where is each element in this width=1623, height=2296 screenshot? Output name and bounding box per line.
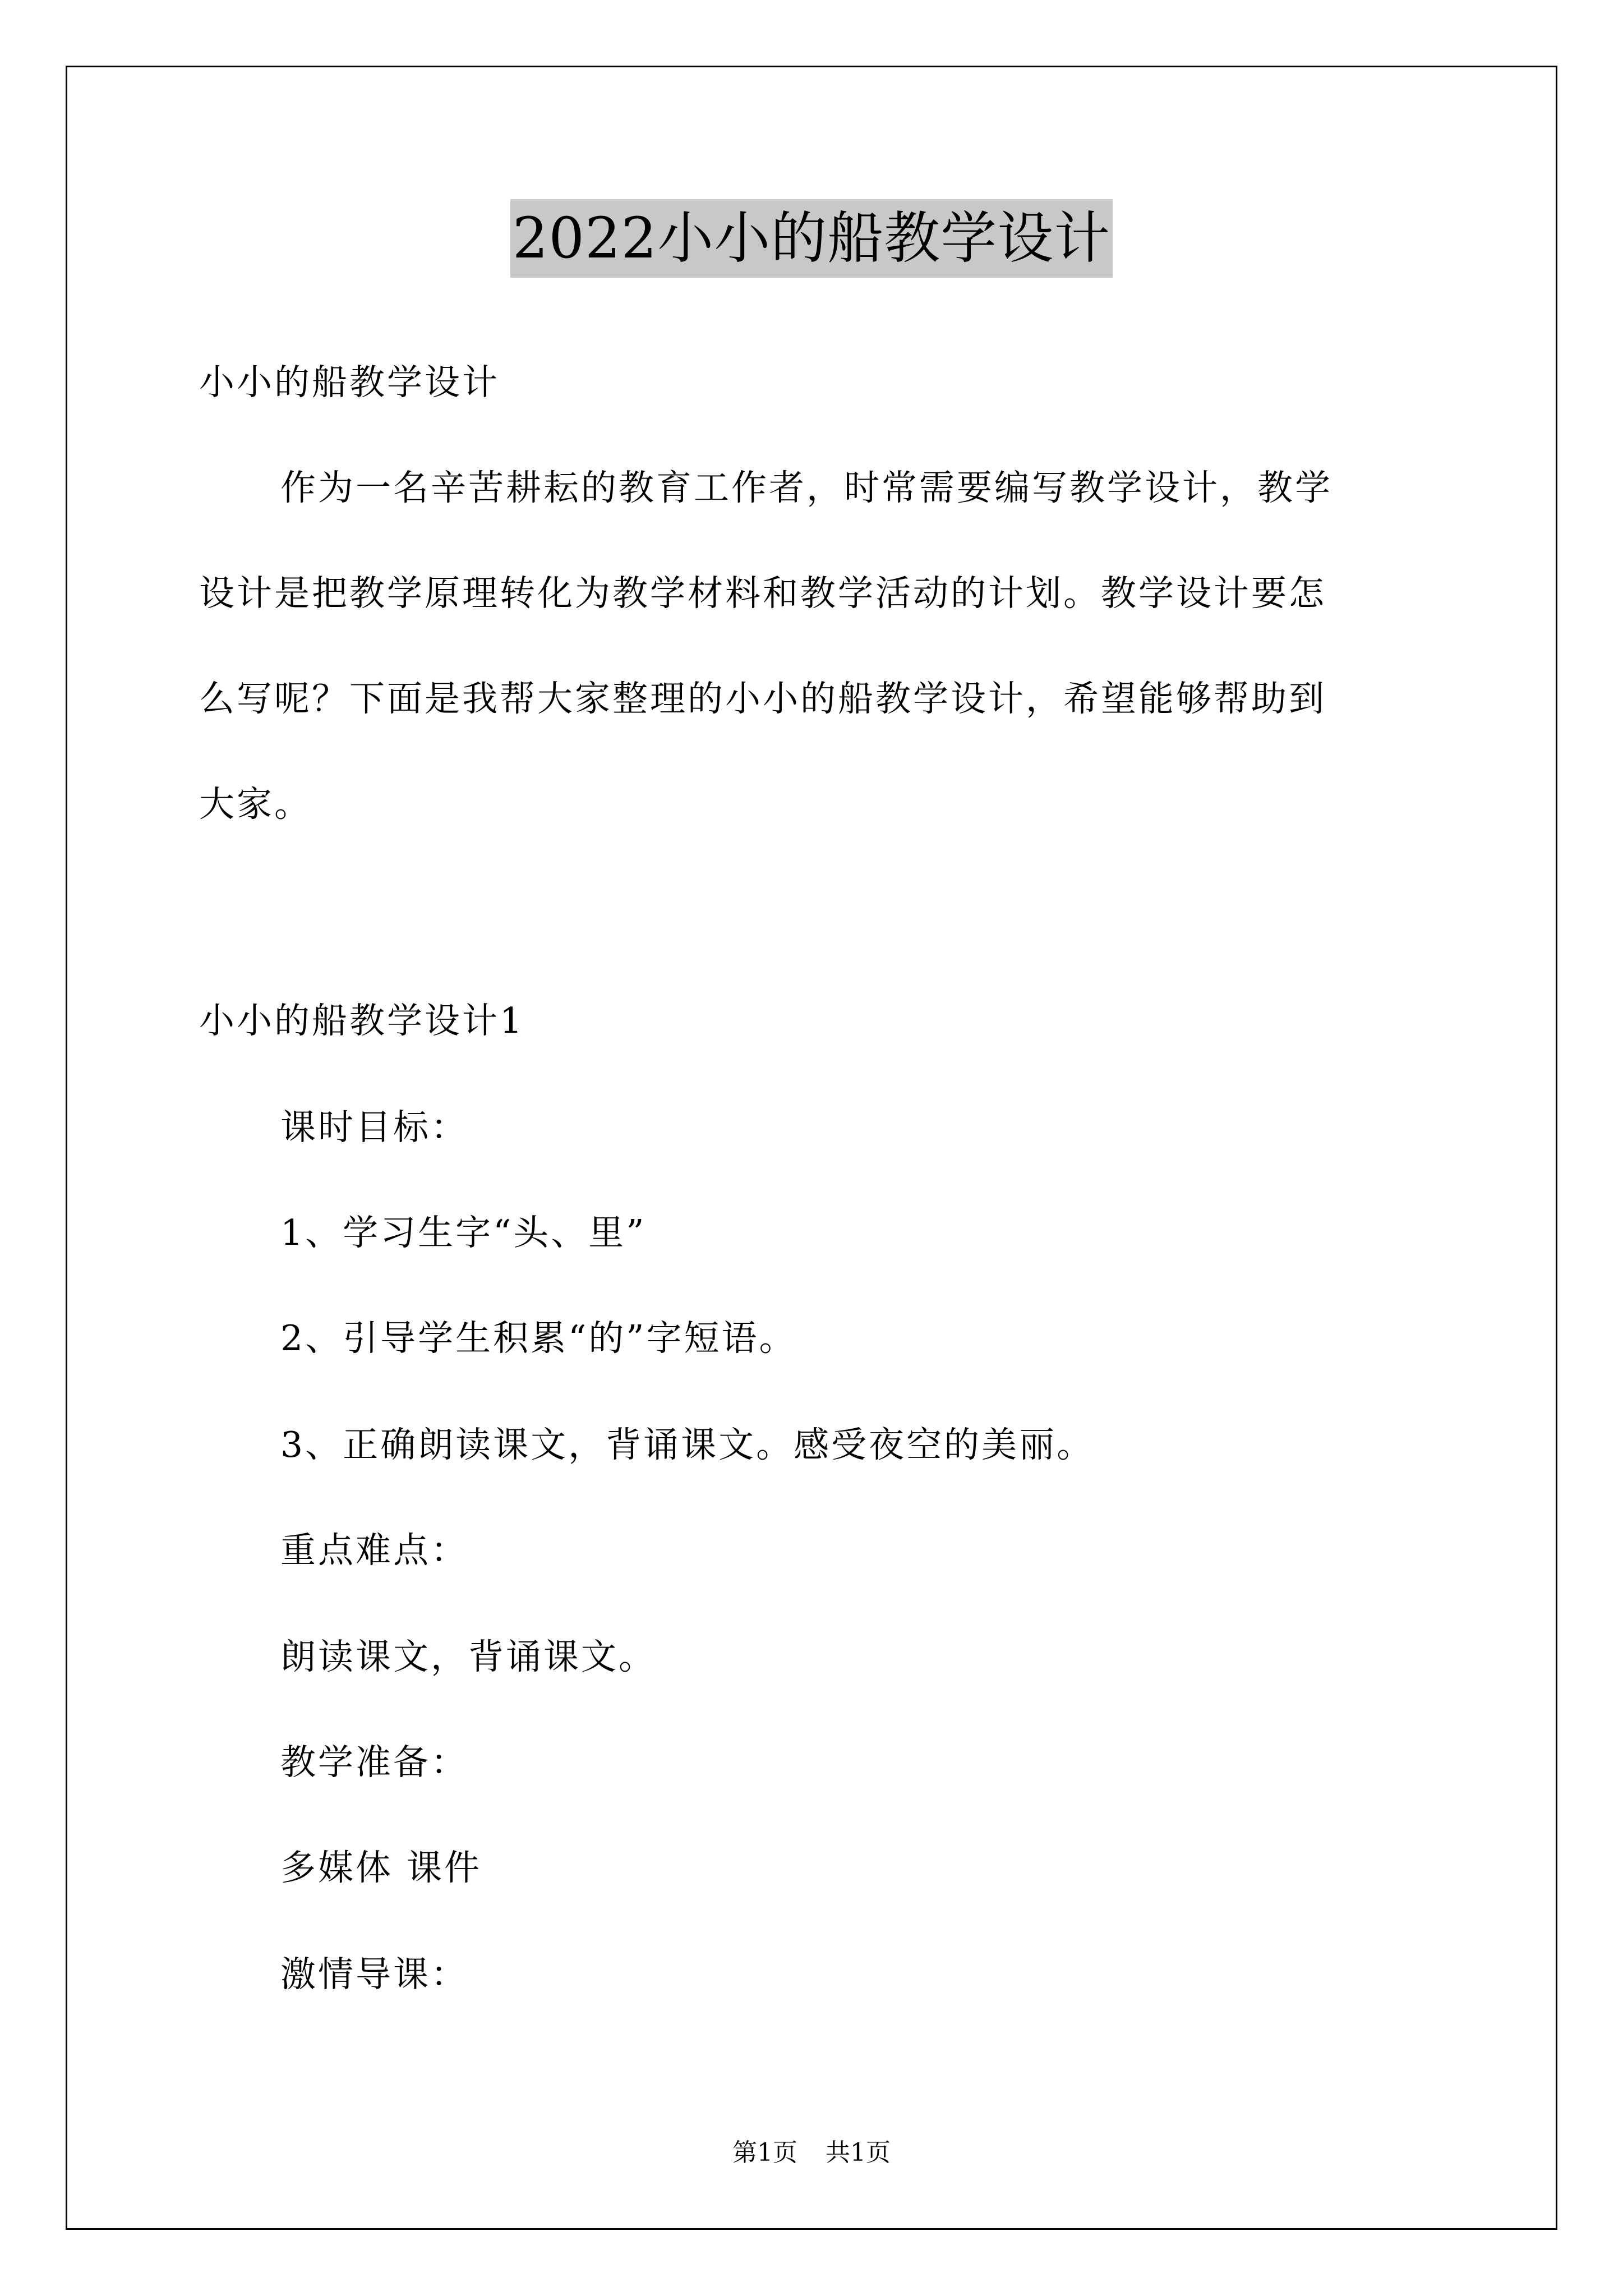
- list-item: 1、学习生字“头、里”: [280, 1212, 647, 1253]
- list-item: 教学准备：: [280, 1742, 468, 1783]
- list-item: 3、正确朗读课文，背诵课文。感受夜空的美丽。: [280, 1424, 1095, 1465]
- page-total: 共1页: [826, 2138, 891, 2167]
- intro-line-2: 设计是把教学原理转化为教学材料和教学活动的计划。教学设计要怎: [199, 573, 1326, 614]
- section-heading: 小小的船教学设计1: [199, 1000, 525, 1041]
- intro-line-4: 大家。: [199, 784, 312, 825]
- title-container: [0, 199, 1623, 278]
- list-item: 朗读课文，背诵课文。: [280, 1636, 656, 1677]
- list-item: 激情导课：: [280, 1954, 468, 1995]
- list-item: 重点难点：: [280, 1530, 468, 1571]
- page-footer: [0, 2136, 1623, 2170]
- list-item: 多媒体 课件: [280, 1847, 482, 1888]
- document-title: 2022小小的船教学设计: [510, 199, 1113, 278]
- page-number: 第1页: [732, 2138, 797, 2167]
- document-subtitle: 小小的船教学设计: [199, 362, 500, 403]
- list-item: 2、引导学生积累“的”字短语。: [280, 1318, 797, 1359]
- intro-line-3: 么写呢？下面是我帮大家整理的小小的船教学设计，希望能够帮助到: [199, 678, 1326, 719]
- intro-line-1: 作为一名辛苦耕耘的教育工作者，时常需要编写教学设计，教学: [280, 467, 1332, 508]
- list-item: 课时目标：: [280, 1107, 468, 1148]
